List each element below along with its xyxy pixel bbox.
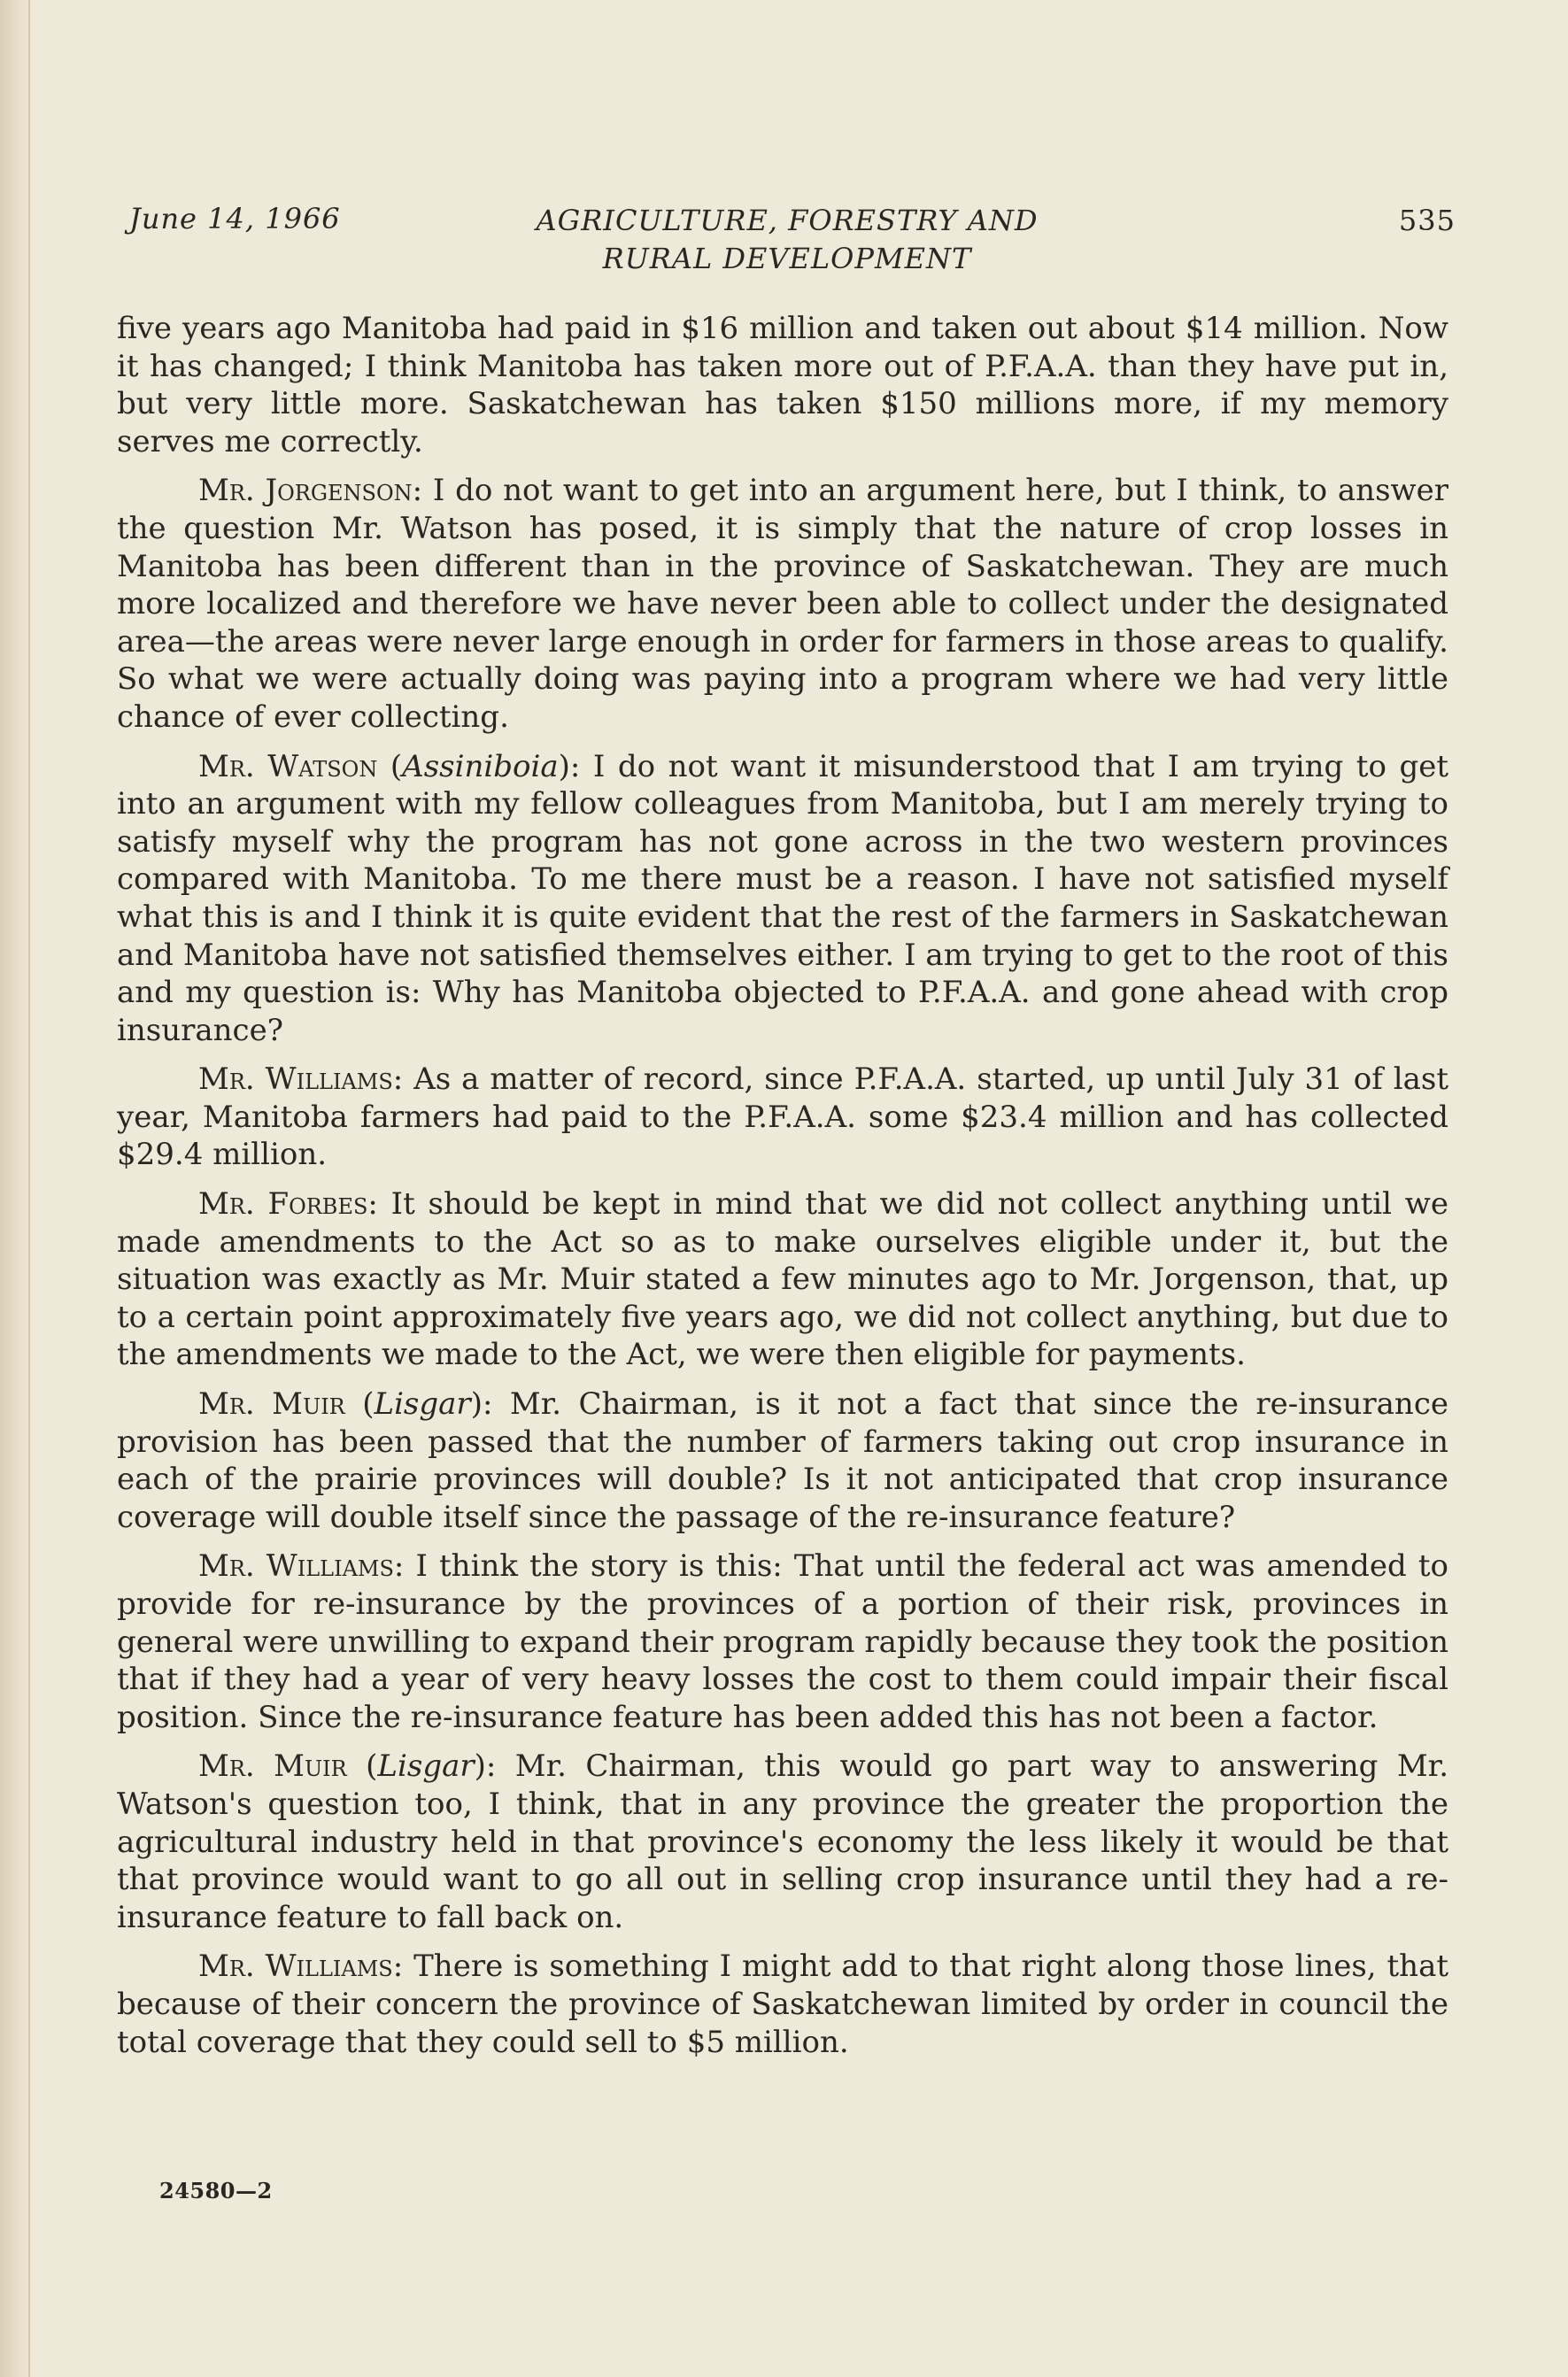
paragraph-text: I do not want it misunderstood that I am trying to get into an argument with my fellow colleagues from Manitoba, but I am merely trying to satisfy myself why the program has not gone across in the two western provinces compared with Manitoba. To me there must be a reason. I have not satisfied myself what this is and I think it is quite evident that the rest of the farmers in Saskatchewan and Manitoba have not satisfied themselves either. I am trying to get to the root of this and my question is: Why has Manitoba objected to P.F.A.A. and gone ahead with crop insurance? <box>117 748 1449 1048</box>
speaker-name: Mr. Muir <box>198 1386 345 1423</box>
paragraph-1 <box>117 310 1448 460</box>
speaker-riding: Lisgar <box>374 1386 471 1423</box>
paragraph-text: As a matter of record, since P.F.A.A. started, up until July 31 of last year, Manitoba farmers had paid to the P.F.A.A. some $23.4 million and has collected $29.4 million. <box>117 1061 1449 1173</box>
header-date: June 14, 1966 <box>129 202 341 235</box>
paragraph-text: I do not want to get into an argument here, but I think, to answer the question Mr. Watson has posed, it is simply that the nature of crop losses in Manitoba has been different than in the province of Saskatchewan. They are much more localized and therefore we have never been able to collect under the designated area—the areas were never large enough in order for farmers in those areas to qualify. So what we were actually doing was paying into a program where we had very little chance of ever collecting. <box>117 473 1448 735</box>
paragraph-5: Mr. Forbes: It should be kept in mind that we did not collect anything until we made amendments to the Act so as to make ourselves eligible under it, but the situation was exactly as Mr. Muir stated a few minutes ago to Mr. Jorgenson, that, up to a certain point approximately five years ago, we did not collect anything, but due to the amendments we made to the Act, we were then eligible for payments. <box>117 1186 1449 1373</box>
speaker-riding: Assiniboia <box>402 748 559 784</box>
paragraph-text: It should be kept in mind that we did not collect anything until we made amendments to the Act so as to make ourselves eligible under it, but the situation was exactly as Mr. Muir stated a few minutes ago to Mr. Jorgenson, that, up to a certain point approximately five years ago, we did not collect anything, but due to the amendments we made to the Act, we were then eligible for payments. <box>117 1186 1449 1373</box>
paragraph-text: Mr. Chairman, is it not a fact that since the re-insurance provision has been passed that the number of farmers taking out crop insurance in each of the prairie provinces will double? Is it not anticipated that crop insurance coverage will double itself since the passage of the re-insurance feature? <box>117 1386 1448 1535</box>
paragraph-text: Mr. Chairman, this would go part way to answering Mr. Watson's question too, I think, that in any province the greater the proportion the agricultural industry held in that province's economy the less likely it would be that that province would want to go all out in selling crop insurance until they had a re-insurance feature to fall back on. <box>117 1748 1448 1935</box>
speaker-name: Mr. Muir <box>198 1748 347 1785</box>
page-binding-edge <box>0 0 35 2377</box>
paragraph-text: five years ago Manitoba had paid in $16 million and taken out about $14 million. Now it has changed; I think Manitoba has taken more out of P.F.A.A. than they have put in, but very little more. Saskatchewan has taken $150 millions more, if my memory serves me correctly. <box>117 311 1448 459</box>
speaker-name: Mr. Williams <box>198 1061 393 1098</box>
speaker-name: Mr. Jorgenson <box>198 473 413 509</box>
header-title <box>117 202 1457 278</box>
page-binding-line <box>28 0 30 2377</box>
header-title-line-1: AGRICULTURE, FORESTRY AND <box>536 204 1039 237</box>
page-number: 535 <box>1398 204 1456 237</box>
paragraph-7: Mr. Williams: I think the story is this: That until the federal act was amended to provide for re-insurance by the provinces of a portion of their risk, provinces in general were unwilling to expand their program rapidly because they took the position that if they had a year of very heavy losses the cost to them could impair their fiscal position. Since the re-insurance feature has been added this has not been a factor. <box>117 1548 1448 1735</box>
paragraph-8: Mr. Muir (Lisgar): Mr. Chairman, this would go part way to answering Mr. Watson's question too, I think, that in any province the greater the proportion the agricultural industry held in that province's economy the less likely it would be that that province would want to go all out in selling crop insurance until they had a re-insurance feature to fall back on. <box>117 1748 1448 1935</box>
printing-code: 24580—2 <box>159 2178 273 2203</box>
page-header <box>117 198 1457 278</box>
speaker-name: Mr. Forbes <box>198 1186 368 1223</box>
header-title-line-2: RURAL DEVELOPMENT <box>602 242 972 275</box>
paragraph-9: Mr. Williams: There is something I might add to that right along those lines, that because of their concern the province of Saskatchewan limited by order in council the total coverage that they could sell to $5 million. <box>117 1949 1448 2060</box>
paragraph-3: Mr. Watson (Assiniboia): I do not want it misunderstood that I am trying to get into an argument with my fellow colleagues from Manitoba, but I am merely trying to satisfy myself why the program has not gone across in the two western provinces compared with Manitoba. To me there must be a reason. I have not satisfied myself what this is and I think it is quite evident that the rest of the farmers in Saskatchewan and Manitoba have not satisfied themselves either. I am trying to get to the root of this and my question is: Why has Manitoba objected to P.F.A.A. and gone ahead with crop insurance? <box>117 748 1449 1048</box>
paragraph-text: There is something I might add to that right along those lines, that because of their concern the province of Saskatchewan limited by order in council the total coverage that they could sell to $5 million. <box>117 1949 1448 2060</box>
paragraph-6: Mr. Muir (Lisgar): Mr. Chairman, is it not a fact that since the re-insurance provision has been passed that the number of farmers taking out crop insurance in each of the prairie provinces will double? Is it not anticipated that crop insurance coverage will double itself since the passage of the re-insurance feature? <box>117 1386 1448 1535</box>
speaker-name: Mr. Williams <box>198 1949 393 1985</box>
paragraph-2: Mr. Jorgenson: I do not want to get into an argument here, but I think, to answer the question Mr. Watson has posed, it is simply that the nature of crop losses in Manitoba has been different than in the province of Saskatchewan. They are much more localized and therefore we have never been able to collect under the designated area—the areas were never large enough in order for farmers in those areas to qualify. So what we were actually doing was paying into a program where we had very little chance of ever collecting. <box>117 473 1448 735</box>
speaker-name: Mr. Watson <box>198 748 378 784</box>
speaker-name: Mr. Williams <box>198 1548 394 1585</box>
speaker-riding: Lisgar <box>377 1748 475 1785</box>
transcript-body <box>117 310 1448 2072</box>
paragraph-4: Mr. Williams: As a matter of record, since P.F.A.A. started, up until July 31 of last year, Manitoba farmers had paid to the P.F.A.A. some $23.4 million and has collected $29.4 million. <box>117 1061 1449 1173</box>
paragraph-text: I think the story is this: That until the federal act was amended to provide for re-insurance by the provinces of a portion of their risk, provinces in general were unwilling to expand their program rapidly because they took the position that if they had a year of very heavy losses the cost to them could impair their fiscal position. Since the re-insurance feature has been added this has not been a factor. <box>117 1548 1448 1735</box>
